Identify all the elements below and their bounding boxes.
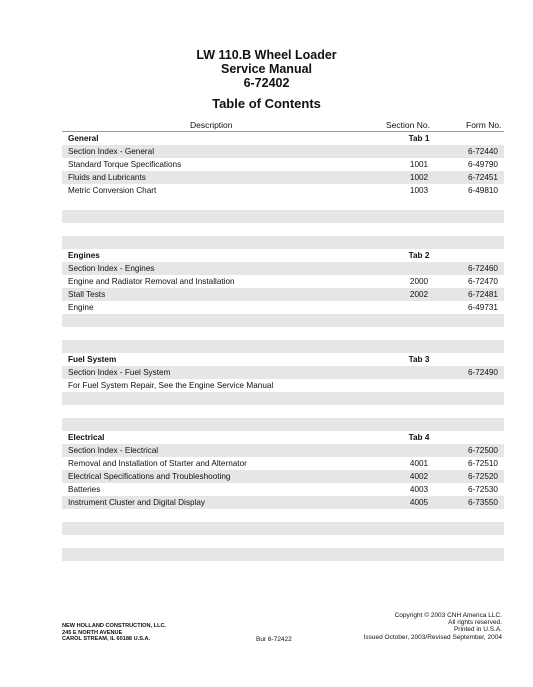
footer-company-city: CAROL STREAM, IL 60188 U.S.A. xyxy=(62,636,151,642)
section-header-row xyxy=(62,249,504,262)
row-description: Engine xyxy=(68,303,94,312)
toc-row xyxy=(62,496,504,509)
section-tab: Tab 2 xyxy=(408,251,430,260)
spacer-row xyxy=(62,340,504,353)
row-description: Engine and Radiator Removal and Installation xyxy=(68,277,235,286)
toc-row xyxy=(62,444,504,457)
row-description: Removal and Installation of Starter and Alternator xyxy=(68,459,247,468)
toc-row xyxy=(62,470,504,483)
section-name: Engines xyxy=(68,251,100,260)
row-section-no: 1002 xyxy=(409,173,429,182)
row-description: Section Index - Fuel System xyxy=(68,368,171,377)
section-name: Electrical xyxy=(68,433,105,442)
row-form-no: 6-73550 xyxy=(467,498,498,507)
spacer-row xyxy=(62,392,504,405)
row-form-no: 6-72470 xyxy=(467,277,498,286)
row-section-no: 2000 xyxy=(409,277,429,286)
section-header-row xyxy=(62,431,504,444)
toc-row xyxy=(62,184,504,197)
row-form-no: 6-72520 xyxy=(467,472,498,481)
row-description: Batteries xyxy=(68,485,101,494)
spacer-row xyxy=(62,535,504,548)
document-title: LW 110.B Wheel Loader xyxy=(196,48,337,62)
toc-row xyxy=(62,457,504,470)
footer-copyright-block xyxy=(364,612,502,641)
spacer-row xyxy=(62,509,504,522)
row-description: Fluids and Lubricants xyxy=(68,173,146,182)
document-form-number: 6-72402 xyxy=(243,76,290,90)
spacer-row xyxy=(62,522,504,535)
section-header-row xyxy=(62,353,504,366)
row-section-no: 4002 xyxy=(409,472,429,481)
row-description: Section Index - General xyxy=(68,147,155,156)
row-form-no: 6-49790 xyxy=(467,160,498,169)
spacer-row xyxy=(62,210,504,223)
spacer-row xyxy=(62,223,504,236)
row-description: Metric Conversion Chart xyxy=(68,186,157,195)
row-form-no: 6-72481 xyxy=(467,290,498,299)
footer-company-name: NEW HOLLAND CONSTRUCTION, LLC. xyxy=(62,623,167,629)
row-form-no: 6-49731 xyxy=(467,303,498,312)
row-section-no: 4003 xyxy=(409,485,429,494)
toc-row xyxy=(62,301,504,314)
spacer-row xyxy=(62,405,504,418)
row-form-no: 6-72530 xyxy=(467,485,498,494)
section-tab: Tab 1 xyxy=(408,134,430,143)
row-section-no: 1003 xyxy=(409,186,429,195)
section-header-row xyxy=(62,132,504,145)
section-tab: Tab 3 xyxy=(408,355,430,364)
toc-title: Table of Contents xyxy=(212,96,321,111)
column-header-section-no: Section No. xyxy=(386,120,430,130)
footer-issued: Issued October, 2003/Revised September, 2004 xyxy=(363,633,502,641)
row-description: Electrical Specifications and Troubleshooting xyxy=(68,472,231,481)
spacer-row xyxy=(62,327,504,340)
toc-row xyxy=(62,262,504,275)
toc-row xyxy=(62,158,504,171)
row-form-no: 6-72510 xyxy=(467,459,498,468)
row-form-no: 6-72440 xyxy=(467,147,498,156)
footer-copyright: Copyright © 2003 CNH America LLC. xyxy=(394,612,502,619)
row-form-no: 6-72451 xyxy=(467,173,498,182)
toc-row xyxy=(62,275,504,288)
spacer-row xyxy=(62,314,504,327)
toc-row xyxy=(62,171,504,184)
toc-row xyxy=(62,288,504,301)
section-name: General xyxy=(68,134,99,143)
footer-printed: Printed in U.S.A. xyxy=(453,626,502,634)
row-section-no: 1001 xyxy=(409,160,429,169)
toc-row xyxy=(62,145,504,158)
row-section-no: 2002 xyxy=(409,290,429,299)
row-description: Instrument Cluster and Digital Display xyxy=(68,498,205,507)
row-description: Section Index - Engines xyxy=(68,264,155,273)
row-form-no: 6-72500 xyxy=(467,446,498,455)
row-description: Standard Torque Specifications xyxy=(68,160,182,169)
toc-table xyxy=(62,132,504,561)
column-header-form-no: Form No. xyxy=(466,120,502,130)
document-subtitle: Service Manual xyxy=(220,62,312,76)
row-form-no: 6-49810 xyxy=(467,186,498,195)
title-block xyxy=(0,48,533,90)
spacer-row xyxy=(62,548,504,561)
row-form-no: 6-72460 xyxy=(467,264,498,273)
spacer-row xyxy=(62,236,504,249)
footer-company xyxy=(62,623,166,643)
toc-row xyxy=(62,483,504,496)
row-description: Section Index - Electrical xyxy=(68,446,159,455)
column-header-description: Description xyxy=(190,120,233,130)
toc-row xyxy=(62,366,504,379)
spacer-row xyxy=(62,197,504,210)
spacer-row xyxy=(62,418,504,431)
row-section-no: 4001 xyxy=(409,459,429,468)
footer-company-street: 245 E NORTH AVENUE xyxy=(62,629,123,636)
row-section-no: 4005 xyxy=(409,498,429,507)
row-description: Stall Tests xyxy=(68,290,106,299)
section-name: Fuel System xyxy=(68,355,117,364)
row-description: For Fuel System Repair, See the Engine Service Manual xyxy=(68,381,274,390)
footer-bur: Bur 6-72422 xyxy=(256,636,292,643)
section-tab: Tab 4 xyxy=(408,433,430,442)
row-form-no: 6-72490 xyxy=(467,368,498,377)
footer-rights: All rights reserved. xyxy=(448,619,502,627)
toc-row xyxy=(62,379,504,392)
